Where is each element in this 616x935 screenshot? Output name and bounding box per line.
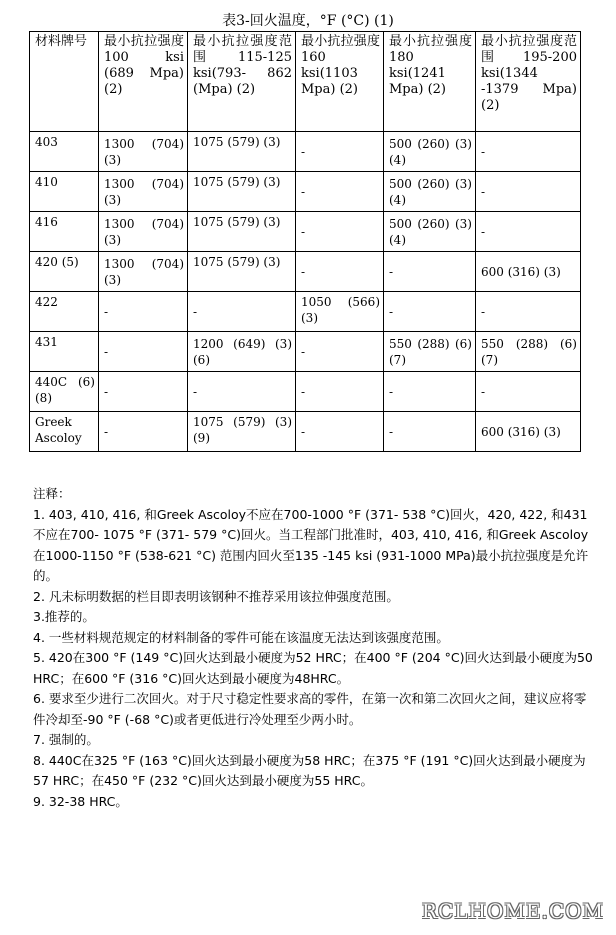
table-row [30, 372, 581, 412]
table-cell: 1300 (704) (3) [99, 252, 188, 292]
header-grade: 材料牌号 [30, 32, 99, 132]
note-item: 3.推荐的。 [33, 609, 95, 624]
site-watermark: RCLHOME.COM [421, 899, 604, 923]
table-cell: 1300 (704) (3) [99, 132, 188, 172]
table-cell: - [384, 252, 476, 292]
table-row [30, 212, 581, 252]
table-cell: 1075 (579) (3) [188, 252, 296, 292]
table-row [30, 332, 581, 372]
note-item: 7. 强制的。 [33, 732, 99, 747]
table-caption: 表3-回火温度，°F (°C) (1) [222, 13, 394, 29]
table-cell: 1200 (649) (3)(6) [188, 332, 296, 372]
table-cell: - [384, 412, 476, 452]
table-cell: 600 (316) (3) [476, 252, 581, 292]
header-160ksi: 最小抗拉强度 160 ksi(1103 Mpa) (2) [296, 32, 384, 132]
table-header-row [30, 32, 581, 132]
table-cell: - [296, 172, 384, 212]
table-cell: - [99, 372, 188, 412]
note-item: 6. 要求至少进行二次回火。对于尺寸稳定性要求高的零件，在第一次和第二次回火之间，建议应将零件冷却至-90 °F (-68 °C)或者更低进行冷处理至少两小时。 [33, 691, 587, 727]
table-cell: 1075 (579) (3) [188, 132, 296, 172]
table-cell: - [296, 212, 384, 252]
row-grade: 422 [30, 292, 99, 332]
notes-title: 注释： [33, 486, 71, 501]
table-row [30, 252, 581, 292]
table-row [30, 412, 581, 452]
table-cell: - [99, 332, 188, 372]
table-cell: 550 (288) (6)(7) [476, 332, 581, 372]
table-cell: 1300 (704) (3) [99, 172, 188, 212]
table-cell: - [476, 132, 581, 172]
table-cell: 500 (260) (3)(4) [384, 132, 476, 172]
tempering-temperature-table [29, 31, 581, 452]
row-grade: 403 [30, 132, 99, 172]
header-115-125ksi: 最小抗拉强度范围 115-125 ksi(793- 862 (Mpa) (2) [188, 32, 296, 132]
header-195-200ksi: 最小抗拉强度范围 195-200 ksi(1344 -1379 Mpa) (2) [476, 32, 581, 132]
table-cell: 500 (260) (3)(4) [384, 212, 476, 252]
table-cell: 600 (316) (3) [476, 412, 581, 452]
header-100ksi: 最小抗拉强度 100 ksi (689 Mpa) (2) [99, 32, 188, 132]
table-row [30, 172, 581, 212]
table-cell: 1075 (579) (3)(9) [188, 412, 296, 452]
note-item: 9. 32-38 HRC。 [33, 793, 128, 809]
table-cell: - [476, 292, 581, 332]
row-grade: 420 (5) [30, 252, 99, 292]
table-row [30, 292, 581, 332]
table-cell: - [476, 212, 581, 252]
note-item: 1. 403, 410, 416, 和Greek Ascoloy不应在700-1000 °F (371- 538 °C)回火，420, 422, 和431不应在700- 1075 °F (371- 579 °C)回火。当工程部门批准时，403, 410, 416, 和Greek Ascoloy在1000-1150 °F (538-621 °C) 范围内回火至135 -145 ksi (931-1000 MPa)最小抗拉强度是允许的。 [33, 506, 589, 583]
table-cell: - [384, 292, 476, 332]
table-cell: 1050 (566) (3) [296, 292, 384, 332]
table-cell: - [296, 372, 384, 412]
table-cell: - [296, 132, 384, 172]
row-grade: 431 [30, 332, 99, 372]
table-cell: - [384, 372, 476, 412]
table-row [30, 132, 581, 172]
row-grade: Greek Ascoloy [30, 412, 99, 452]
table-cell: 500 (260) (3)(4) [384, 172, 476, 212]
table-cell: 1300 (704) (3) [99, 212, 188, 252]
table-cell: - [188, 292, 296, 332]
row-grade: 416 [30, 212, 99, 252]
row-grade: 410 [30, 172, 99, 212]
note-item: 8. 440C在325 °F (163 °C)回火达到最小硬度为58 HRC；在375 °F (191 °C)回火达到最小硬度为57 HRC；在450 °F (232 °C)回火达到最小硬度为55 HRC。 [33, 752, 586, 788]
table-cell: - [476, 372, 581, 412]
table-cell: - [296, 412, 384, 452]
table-cell: - [476, 172, 581, 212]
table-cell: 1075 (579) (3) [188, 172, 296, 212]
table-cell: - [296, 332, 384, 372]
table-cell: - [99, 292, 188, 332]
note-item: 5. 420在300 °F (149 °C)回火达到最小硬度为52 HRC；在400 °F (204 °C)回火达到最小硬度为50 HRC；在600 °F (316 °C)回火达到最小硬度为48HRC。 [33, 650, 593, 686]
notes-section [33, 484, 593, 812]
table-cell: 1075 (579) (3) [188, 212, 296, 252]
table-cell: - [99, 412, 188, 452]
table-cell: - [296, 252, 384, 292]
note-item: 4. 一些材料规范规定的材料制备的零件可能在该温度无法达到该强度范围。 [33, 629, 449, 645]
header-180ksi: 最小抗拉强度 180 ksi(1241 Mpa) (2) [384, 32, 476, 132]
table-cell: - [188, 372, 296, 412]
row-grade: 440C (6)(8) [30, 372, 99, 412]
table-cell: 550 (288) (6)(7) [384, 332, 476, 372]
note-item: 2. 凡未标明数据的栏目即表明该钢种不推荐采用该拉伸强度范围。 [33, 588, 399, 604]
